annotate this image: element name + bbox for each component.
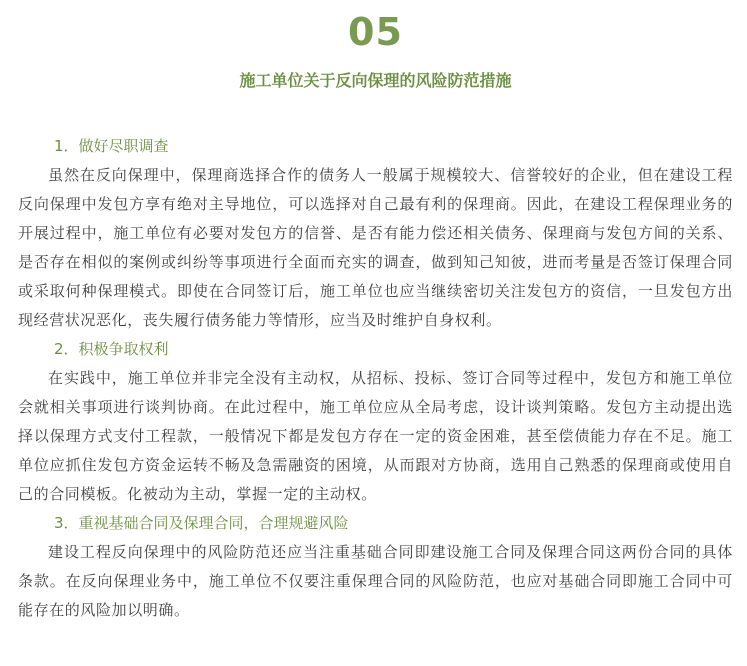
subheading-contract-risk: 3．重视基础合同及保理合同，合理规避风险 <box>54 514 349 532</box>
section-title: 施工单位关于反向保理的风险防范措施 <box>239 71 512 90</box>
paragraph-contract-risk: 建设工程反向保理中的风险防范还应当注重基础合同即建设施工合同及保理合同这两份合同的具体条款。在反向保理业务中，施工单位不仅要注重保理合同的风险防范，也应对基础合同即施工合同中可能存在的风险加以明确。 <box>18 543 733 619</box>
subheading-due-diligence: 1．做好尽职调查 <box>54 137 169 155</box>
article-content <box>18 132 733 625</box>
section-number: 05 <box>348 10 403 54</box>
paragraph-strive-for-rights: 在实践中，施工单位并非完全没有主动权，从招标、投标、签订合同等过程中，发包方和施工单位会就相关事项进行谈判协商。在此过程中，施工单位应从全局考虑，设计谈判策略。发包方主动提出选择以保理方式支付工程款，一般情况下都是发包方存在一定的资金困难，甚至偿债能力存在不足。施工单位应抓住发包方资金运转不畅及急需融资的困境，从而跟对方协商，选用自己熟悉的保理商或使用自己的合同模板。化被动为主动，掌握一定的主动权。 <box>18 369 733 503</box>
paragraph-due-diligence: 虽然在反向保理中，保理商选择合作的债务人一般属于规模较大、信誉较好的企业，但在建设工程反向保理中发包方享有绝对主导地位，可以选择对自己最有利的保理商。因此，在建设工程保理业务的开展过程中，施工单位有必要对发包方的信誉、是否有能力偿还相关债务、保理商与发包方间的关系、是否存在相似的案例或纠纷等事项进行全面而充实的调查，做到知己知彼，进而考量是否签订保理合同或采取何种保理模式。即使在合同签订后，施工单位也应当继续密切关注发包方的资信，一旦发包方出现经营状况恶化，丧失履行债务能力等情形，应当及时维护自身权利。 <box>18 166 733 329</box>
subheading-strive-for-rights: 2．积极争取权利 <box>54 340 169 358</box>
